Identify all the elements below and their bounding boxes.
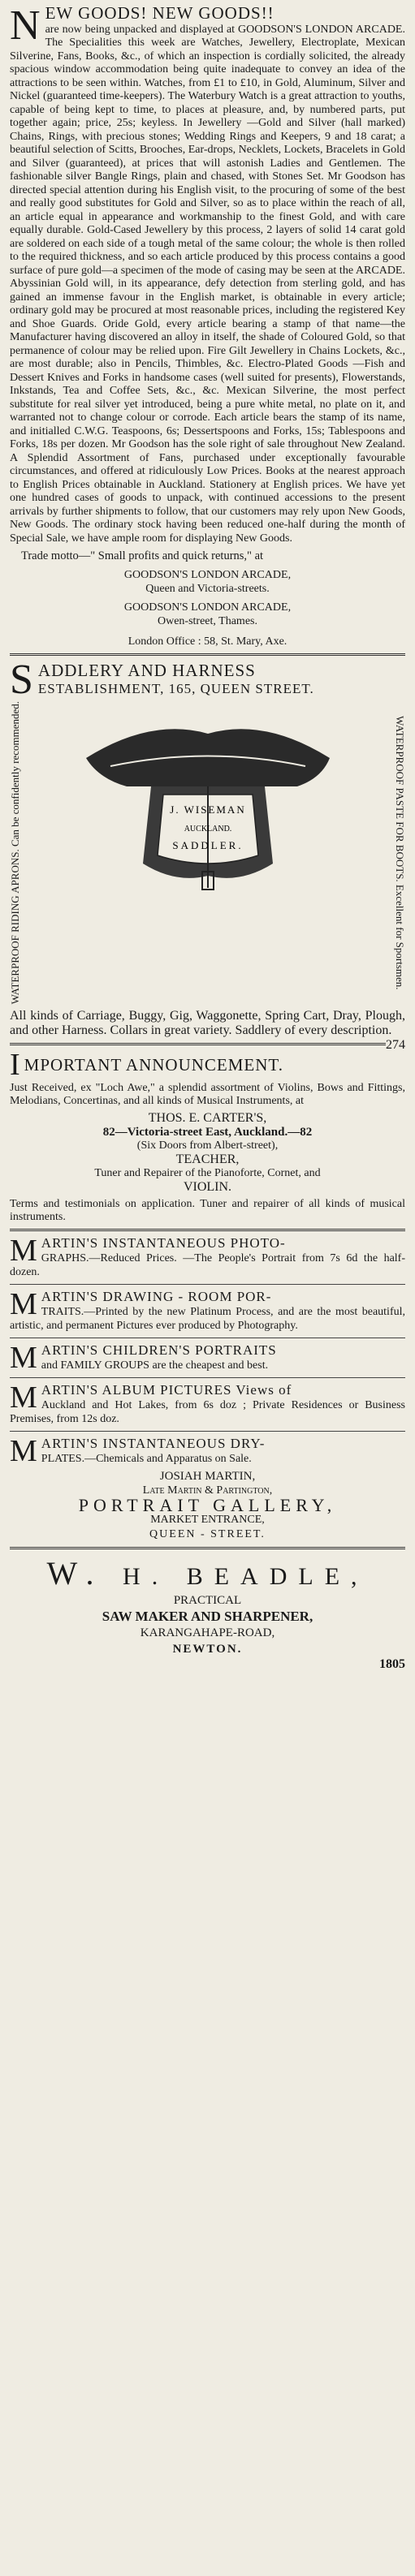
martin-2-text: TRAITS.—Printed by the new Platinum Process, and are the most beautiful, artistic, and permanent Pictures ever produced by Photography. [10, 1306, 405, 1333]
martin-5-text: PLATES.—Chemicals and Apparatus on Sale. [41, 1453, 252, 1466]
goodson-dropcap: N [10, 2, 41, 49]
saddlery-stamp-place: AUCKLAND. [184, 825, 231, 834]
martin-gallery: PORTRAIT GALLERY, [78, 1495, 337, 1516]
martin-1-headline: ARTIN'S INSTANTANEOUS PHOTO- [41, 1235, 286, 1251]
goodson-motto: Trade motto—" Small profits and quick returns," at [21, 549, 264, 562]
divider [10, 1431, 405, 1432]
carter-dropcap: I [10, 1050, 20, 1079]
martin-3-text: and FAMILY GROUPS are the cheapest and best. [41, 1359, 269, 1372]
saddlery-left-vertical: WATERPROOF RIDING APRONS. Can be confidently recommended. [9, 701, 21, 1005]
martin-entrance: MARKET ENTRANCE, [150, 1514, 265, 1527]
martin-advert-5 [10, 1434, 405, 1469]
beadle-number: 1805 [379, 1657, 405, 1672]
saddlery-headline: ADDLERY AND HARNESS [37, 661, 256, 680]
carter-address: 82—Victoria-street East, Auckland.—82 [102, 1126, 313, 1139]
goodson-address-block [10, 568, 405, 648]
carter-terms: Terms and testimonials on application. Tuner and repairer of all kinds of musical instruments. [10, 1198, 405, 1224]
saddlery-stamp-trade: SADDLER. [171, 839, 244, 851]
saddlery-right-vertical: WATERPROOF PASTE FOR BOOTS. Excellent for Sportsmen. [394, 715, 406, 990]
goodson-text: are now being unpacked and displayed at GOODSON'S LONDON ARCADE. The Specialities this week are Watches, Jewellery, Electroplate, Mexican Silverine, Fans, Books, &c., of which an inspection is cordially solicited, the already spacious window accommodation being quite inadequate to convey an idea of the attractions to be seen within. Watches, from £1 to £10, in Gold, Aluminum, Silver and Nickel (guaranteed time-keepers). The Waterbury Watch is a great attraction to youths, capable of being kept to time, to places at pleasure, and, by numbered parts, put together again; price, 25s; keyless. In Jewellery —Gold and Silver (hall marked) Chains, Rings, with precious stones; Wedding Rings and Keepers, 9 and 18 carat; a beautiful selection of Scitts, Brooches, Ear-drops, Necklets, Lockets, Bracelets in Gold and Silver (guaranteed), at prices that will astonish Ladies and Gentlemen. The fashionable silver Bangle Rings, plain and chased, with Stones Set. Mr Goodson has directed special attention during his English visit, to the procuring of some of the best and really good substitutes for Gold and Silver, so as to place within the reach of all, an article equal in appearance and workmanship to the finest Gold, and with care equally durable. Gold-Cased Jewellery by this process, 2 layers of solid 14 carat gold are soldered on each side of a tough metal of the same colour; the whole is then rolled to the required thickness, and so each article produced by this process contains a good surface of pure gold—a specimen of the mode of casing may be seen at the ARCADE. Abyssinian Gold will, in its appearance, defy detection from sterling gold, and has gained an immense favour in the English market, is obtainable in every article; ordinary gold may be procured at most reasonable prices, including the registered Key and Shoe Guards. Oride Gold, every article bearing a stamp of that name—the Manufacturer having discovered an alloy in itself, the shade of Coloured Gold, so that permanence of colour may be relied upon. Fire Gilt Jewellery in Chains Lockets, &c., are most durable; also in Pencils, Thimbles, &c. Electro-Plated Goods —Fish and Dessert Knives and Forks in handsome cases (well suited for presents), Flowerstands, Inkstands, Tea and Coffee Sets, &c., &c. Mexican Silverine, the most perfect substitute for real silver yet introduced, being a pure white metal, no plate on it, and warranted not to change colour or corrode. Each article bears the stamp of its name, and initialled C.W.G. Teaspoons, 6s; Dessertspoons and Forks, 15s; Tablespoons and Forks, 18s per dozen. Mr Goodson has the sole right of sale throughout New Zealand. A Splendid Assortment of Fans, purchased under exceptionally favourable circumstances, and offered at ridiculously Low Prices. Books at the nearest approach to English Prices obtainable in Auckland. Stationery at English prices. We have yet one hundred cases of goods to unpack, with continued accessions to the present arrivals by further shipments to follow, that our customers may rely upon New Goods, New Goods. The ordinary stock having been reduced one-half during the month of Special Sale, we have ample room for displaying New Goods. [10, 23, 405, 545]
martin-advert-4 [10, 1383, 405, 1426]
goodson-address-2-location: Owen-street, Thames. [158, 615, 257, 627]
beadle-practical: PRACTICAL [173, 1594, 242, 1608]
goodson-address-1-name: GOODSON'S LONDON ARCADE, [123, 569, 292, 581]
saddlery-number: 274 [386, 1038, 405, 1053]
martin-street: QUEEN - STREET. [149, 1528, 266, 1541]
goodson-advert [10, 2, 405, 648]
martin-3-dropcap: M [10, 1341, 37, 1376]
beadle-name: H. BEADLE, [123, 1563, 369, 1591]
carter-violin: VIOLIN. [183, 1180, 232, 1195]
martin-4-text: Auckland and Hot Lakes, from 6s doz ; Private Residences or Business Premises, from 12s doz. [10, 1399, 405, 1426]
martin-1-text: GRAPHS.—Reduced Prices. —The People's Portrait from 7s 6d the half-dozen. [10, 1252, 405, 1279]
divider [10, 653, 405, 656]
saddlery-dropcap: S [10, 661, 33, 698]
carter-address-note: (Six Doors from Albert-street), [136, 1139, 279, 1152]
martin-advert-1 [10, 1236, 405, 1279]
saddlery-illustration-row [10, 701, 405, 1004]
martin-name: JOSIAH MARTIN, [159, 1470, 256, 1484]
beadle-initial: W. [46, 1555, 106, 1592]
carter-role: TEACHER, [175, 1152, 240, 1167]
saddlery-subhead: ESTABLISHMENT, 165, QUEEN STREET. [37, 681, 314, 696]
goodson-headline: EW GOODS! NEW GOODS!! [45, 3, 275, 23]
beadle-heading [10, 1554, 405, 1592]
martin-1-dropcap: M [10, 1234, 37, 1269]
carter-tuner: Tuner and Repairer of the Pianoforte, Cornet, and [94, 1167, 321, 1180]
beadle-road: KARANGAHAPE-ROAD, [140, 1626, 275, 1640]
goodson-body [10, 2, 405, 545]
saddle-icon [54, 701, 362, 896]
saddle-illustration [37, 701, 378, 1004]
carter-headline: MPORTANT ANNOUNCEMENT. [24, 1055, 283, 1075]
divider [10, 1284, 405, 1285]
martin-gallery-block [10, 1469, 405, 1542]
martin-late: Late Martin & Partington, [142, 1484, 273, 1497]
martin-advert-2 [10, 1287, 405, 1333]
saddlery-body [10, 1009, 405, 1053]
martin-5-dropcap: M [10, 1434, 37, 1469]
divider [10, 1229, 405, 1231]
carter-body: Just Received, ex "Loch Awe," a splendid assortment of Violins, Bows and Fittings, Melodians, Concertinas, and all kinds of Musical Instruments, at [10, 1082, 405, 1108]
goodson-address-1-location: Queen and Victoria-streets. [145, 583, 270, 595]
newspaper-column [10, 0, 405, 1672]
martin-4-headline: ARTIN'S ALBUM PICTURES Views of [41, 1382, 292, 1398]
beadle-advert [10, 1554, 405, 1672]
martin-2-dropcap: M [10, 1287, 37, 1322]
martin-3-headline: ARTIN'S CHILDREN'S PORTRAITS [41, 1342, 277, 1359]
divider [10, 1547, 405, 1549]
carter-advert [10, 1050, 405, 1224]
martin-4-dropcap: M [10, 1381, 37, 1415]
martin-2-headline: ARTIN'S DRAWING - ROOM POR- [41, 1289, 272, 1305]
divider [10, 1043, 386, 1045]
divider [10, 1377, 405, 1378]
goodson-london-office: London Office : 58, St. Mary, Axe. [128, 635, 287, 648]
carter-name: THOS. E. CARTER'S, [148, 1111, 267, 1126]
saddlery-text: All kinds of Carriage, Buggy, Gig, Waggonette, Spring Cart, Dray, Plough, and other Harness. Collars in great variety. Saddlery of every description. [10, 1009, 405, 1038]
beadle-trade: SAW MAKER AND SHARPENER, [102, 1609, 313, 1625]
saddlery-stamp-name: J. WISEMAN [169, 803, 246, 816]
martin-5-headline: ARTIN'S INSTANTANEOUS DRY- [41, 1436, 266, 1452]
saddlery-advert [9, 661, 406, 1053]
martin-advert-3 [10, 1341, 405, 1376]
goodson-address-2-name: GOODSON'S LONDON ARCADE, [123, 601, 292, 614]
beadle-town: NEWTON. [172, 1643, 243, 1656]
